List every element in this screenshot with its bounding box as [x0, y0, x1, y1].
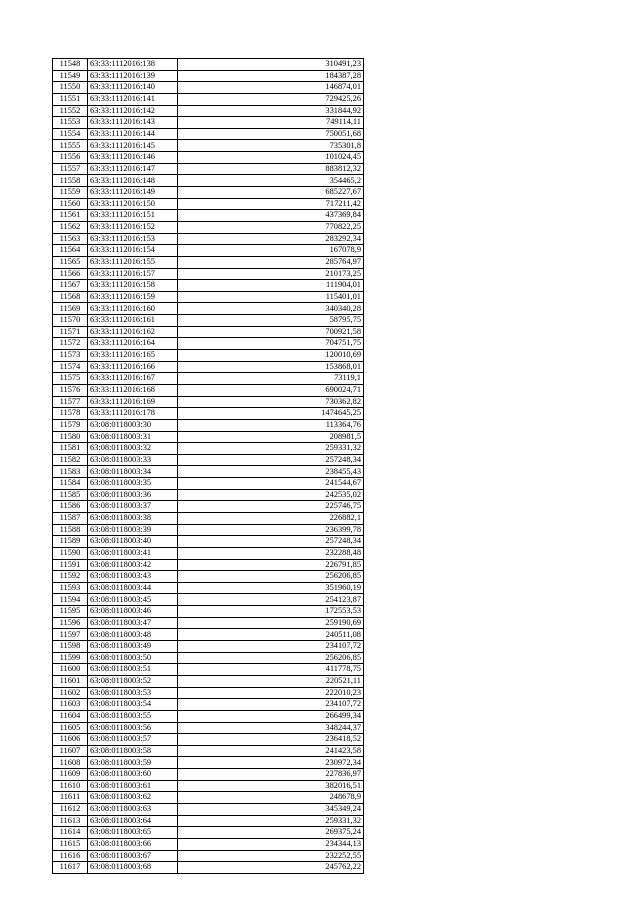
table-row [53, 152, 364, 164]
row-number-cell: 11612 [53, 804, 88, 816]
row-number-cell: 11555 [53, 140, 88, 152]
table-row [53, 70, 364, 82]
cadastral-number-cell: 63:08:0118003:39 [88, 524, 178, 536]
row-number-cell: 11602 [53, 687, 88, 699]
row-number-cell: 11558 [53, 175, 88, 187]
cadastral-value-cell: 222010,23 [178, 687, 364, 699]
row-number-cell: 11606 [53, 734, 88, 746]
table-row [53, 315, 364, 327]
table-row [53, 792, 364, 804]
row-number-cell: 11573 [53, 350, 88, 362]
row-number-cell: 11603 [53, 699, 88, 711]
row-number-cell: 11551 [53, 93, 88, 105]
cadastral-value-cell: 167078,9 [178, 245, 364, 257]
row-number-cell: 11583 [53, 466, 88, 478]
cadastral-number-cell: 63:33:1112016:148 [88, 175, 178, 187]
row-number-cell: 11597 [53, 629, 88, 641]
cadastral-value-cell: 242535,02 [178, 489, 364, 501]
row-number-cell: 11578 [53, 408, 88, 420]
table-row [53, 128, 364, 140]
row-number-cell: 11566 [53, 268, 88, 280]
cadastral-number-cell: 63:33:1112016:145 [88, 140, 178, 152]
table-row [53, 268, 364, 280]
cadastral-number-cell: 63:33:1112016:149 [88, 187, 178, 199]
cadastral-value-cell: 354465,2 [178, 175, 364, 187]
table-row [53, 512, 364, 524]
cadastral-value-cell: 690024,71 [178, 384, 364, 396]
cadastral-number-cell: 63:08:0118003:45 [88, 594, 178, 606]
row-number-cell: 11589 [53, 536, 88, 548]
cadastral-number-cell: 63:08:0118003:50 [88, 652, 178, 664]
row-number-cell: 11585 [53, 489, 88, 501]
table-row [53, 606, 364, 618]
cadastral-value-cell: 240511,08 [178, 629, 364, 641]
cadastral-number-cell: 63:08:0118003:30 [88, 419, 178, 431]
row-number-cell: 11586 [53, 501, 88, 513]
table-row [53, 652, 364, 664]
row-number-cell: 11616 [53, 850, 88, 862]
row-number-cell: 11567 [53, 280, 88, 292]
table-row [53, 210, 364, 222]
cadastral-value-cell: 310491,23 [178, 59, 364, 71]
cadastral-value-cell: 704751,75 [178, 338, 364, 350]
cadastral-number-cell: 63:33:1112016:162 [88, 326, 178, 338]
cadastral-number-cell: 63:08:0118003:44 [88, 582, 178, 594]
table-row [53, 815, 364, 827]
cadastral-value-cell: 750051,68 [178, 128, 364, 140]
table-row [53, 536, 364, 548]
cadastral-number-cell: 63:33:1112016:166 [88, 361, 178, 373]
table-row [53, 734, 364, 746]
row-number-cell: 11549 [53, 70, 88, 82]
cadastral-number-cell: 63:33:1112016:141 [88, 93, 178, 105]
table-row [53, 617, 364, 629]
row-number-cell: 11548 [53, 59, 88, 71]
row-number-cell: 11581 [53, 443, 88, 455]
cadastral-value-cell: 153868,01 [178, 361, 364, 373]
cadastral-number-cell: 63:08:0118003:47 [88, 617, 178, 629]
table-row [53, 105, 364, 117]
row-number-cell: 11595 [53, 606, 88, 618]
cadastral-value-cell: 220521,11 [178, 675, 364, 687]
cadastral-value-cell: 113364,76 [178, 419, 364, 431]
cadastral-value-cell: 266499,34 [178, 710, 364, 722]
table-row [53, 338, 364, 350]
cadastral-value-cell: 227836,97 [178, 769, 364, 781]
cadastral-number-cell: 63:08:0118003:37 [88, 501, 178, 513]
cadastral-value-cell: 58795,75 [178, 315, 364, 327]
cadastral-number-cell: 63:33:1112016:169 [88, 396, 178, 408]
row-number-cell: 11563 [53, 233, 88, 245]
cadastral-value-cell: 770822,25 [178, 221, 364, 233]
table-row [53, 687, 364, 699]
row-number-cell: 11564 [53, 245, 88, 257]
row-number-cell: 11607 [53, 745, 88, 757]
row-number-cell: 11614 [53, 827, 88, 839]
cadastral-value-cell: 735301,8 [178, 140, 364, 152]
cadastral-number-cell: 63:33:1112016:152 [88, 221, 178, 233]
table-row [53, 838, 364, 850]
table-row [53, 59, 364, 71]
cadastral-value-cell: 345349,24 [178, 804, 364, 816]
table-row [53, 233, 364, 245]
table-row [53, 489, 364, 501]
cadastral-number-cell: 63:33:1112016:139 [88, 70, 178, 82]
table-row [53, 501, 364, 513]
row-number-cell: 11596 [53, 617, 88, 629]
row-number-cell: 11557 [53, 163, 88, 175]
table-row [53, 641, 364, 653]
row-number-cell: 11600 [53, 664, 88, 676]
cadastral-number-cell: 63:08:0118003:35 [88, 478, 178, 490]
table-row [53, 745, 364, 757]
table-row [53, 82, 364, 94]
table-row [53, 198, 364, 210]
row-number-cell: 11565 [53, 256, 88, 268]
row-number-cell: 11604 [53, 710, 88, 722]
cadastral-number-cell: 63:08:0118003:68 [88, 862, 178, 874]
cadastral-number-cell: 63:08:0118003:62 [88, 792, 178, 804]
cadastral-number-cell: 63:08:0118003:53 [88, 687, 178, 699]
row-number-cell: 11599 [53, 652, 88, 664]
cadastral-number-cell: 63:08:0118003:46 [88, 606, 178, 618]
table-row [53, 280, 364, 292]
row-number-cell: 11553 [53, 117, 88, 129]
cadastral-value-cell: 254123,87 [178, 594, 364, 606]
table-row [53, 780, 364, 792]
cadastral-number-cell: 63:08:0118003:41 [88, 547, 178, 559]
row-number-cell: 11610 [53, 780, 88, 792]
row-number-cell: 11611 [53, 792, 88, 804]
row-number-cell: 11601 [53, 675, 88, 687]
cadastral-number-cell: 63:33:1112016:151 [88, 210, 178, 222]
cadastral-number-cell: 63:33:1112016:138 [88, 59, 178, 71]
row-number-cell: 11598 [53, 641, 88, 653]
row-number-cell: 11575 [53, 373, 88, 385]
row-number-cell: 11576 [53, 384, 88, 396]
cadastral-number-cell: 63:08:0118003:34 [88, 466, 178, 478]
cadastral-value-cell: 437369,84 [178, 210, 364, 222]
cadastral-value-cell: 700921,58 [178, 326, 364, 338]
row-number-cell: 11560 [53, 198, 88, 210]
table-row [53, 571, 364, 583]
cadastral-value-cell: 256206,85 [178, 652, 364, 664]
cadastral-number-cell: 63:08:0118003:56 [88, 722, 178, 734]
cadastral-value-cell: 1474645,25 [178, 408, 364, 420]
cadastral-value-cell: 283292,34 [178, 233, 364, 245]
row-number-cell: 11617 [53, 862, 88, 874]
row-number-cell: 11570 [53, 315, 88, 327]
cadastral-value-cell: 340340,28 [178, 303, 364, 315]
cadastral-number-cell: 63:33:1112016:160 [88, 303, 178, 315]
table-row [53, 769, 364, 781]
table-row [53, 722, 364, 734]
cadastral-number-cell: 63:33:1112016:154 [88, 245, 178, 257]
row-number-cell: 11571 [53, 326, 88, 338]
cadastral-value-cell: 225746,75 [178, 501, 364, 513]
cadastral-number-cell: 63:33:1112016:168 [88, 384, 178, 396]
cadastral-value-cell: 257248,34 [178, 536, 364, 548]
row-number-cell: 11559 [53, 187, 88, 199]
table-row [53, 256, 364, 268]
cadastral-number-cell: 63:33:1112016:159 [88, 291, 178, 303]
table-row [53, 117, 364, 129]
table-row [53, 350, 364, 362]
cadastral-number-cell: 63:08:0118003:38 [88, 512, 178, 524]
cadastral-value-cell: 348244,37 [178, 722, 364, 734]
table-row [53, 827, 364, 839]
cadastral-value-cell: 241423,58 [178, 745, 364, 757]
cadastral-value-cell: 241544,67 [178, 478, 364, 490]
cadastral-number-cell: 63:33:1112016:143 [88, 117, 178, 129]
row-number-cell: 11554 [53, 128, 88, 140]
table-row [53, 163, 364, 175]
cadastral-value-cell: 120010,69 [178, 350, 364, 362]
cadastral-value-cell: 269375,24 [178, 827, 364, 839]
cadastral-number-cell: 63:08:0118003:66 [88, 838, 178, 850]
table-row [53, 850, 364, 862]
row-number-cell: 11588 [53, 524, 88, 536]
cadastral-number-cell: 63:08:0118003:52 [88, 675, 178, 687]
cadastral-value-cell: 73119,1 [178, 373, 364, 385]
table-row [53, 804, 364, 816]
cadastral-number-cell: 63:33:1112016:158 [88, 280, 178, 292]
table-row [53, 454, 364, 466]
cadastral-value-cell: 245762,22 [178, 862, 364, 874]
cadastral-number-cell: 63:33:1112016:157 [88, 268, 178, 280]
row-number-cell: 11577 [53, 396, 88, 408]
row-number-cell: 11572 [53, 338, 88, 350]
cadastral-number-cell: 63:08:0118003:40 [88, 536, 178, 548]
cadastral-value-cell: 259331,32 [178, 815, 364, 827]
cadastral-value-cell: 208981,5 [178, 431, 364, 443]
cadastral-value-cell: 146874,01 [178, 82, 364, 94]
cadastral-value-cell: 234107,72 [178, 699, 364, 711]
table-row [53, 396, 364, 408]
cadastral-number-cell: 63:08:0118003:43 [88, 571, 178, 583]
row-number-cell: 11590 [53, 547, 88, 559]
cadastral-value-cell: 234344,13 [178, 838, 364, 850]
cadastral-number-cell: 63:08:0118003:65 [88, 827, 178, 839]
table-row [53, 303, 364, 315]
table-row [53, 675, 364, 687]
table-row [53, 664, 364, 676]
row-number-cell: 11584 [53, 478, 88, 490]
cadastral-value-cell: 101024,45 [178, 152, 364, 164]
table-row [53, 582, 364, 594]
cadastral-number-cell: 63:33:1112016:164 [88, 338, 178, 350]
cadastral-number-cell: 63:08:0118003:67 [88, 850, 178, 862]
table-row [53, 245, 364, 257]
cadastral-number-cell: 63:08:0118003:60 [88, 769, 178, 781]
table-row [53, 361, 364, 373]
row-number-cell: 11562 [53, 221, 88, 233]
cadastral-value-cell: 111904,01 [178, 280, 364, 292]
row-number-cell: 11615 [53, 838, 88, 850]
row-number-cell: 11613 [53, 815, 88, 827]
row-number-cell: 11556 [53, 152, 88, 164]
table-row [53, 419, 364, 431]
table-row [53, 326, 364, 338]
row-number-cell: 11608 [53, 757, 88, 769]
table-row [53, 187, 364, 199]
cadastral-number-cell: 63:08:0118003:36 [88, 489, 178, 501]
cadastral-number-cell: 63:08:0118003:63 [88, 804, 178, 816]
cadastral-value-cell: 730362,82 [178, 396, 364, 408]
cadastral-number-cell: 63:33:1112016:153 [88, 233, 178, 245]
cadastral-value-cell: 285764,97 [178, 256, 364, 268]
table-row [53, 629, 364, 641]
cadastral-value-cell: 226791,85 [178, 559, 364, 571]
table-row [53, 547, 364, 559]
table-row [53, 408, 364, 420]
cadastral-value-cell: 883812,32 [178, 163, 364, 175]
table-body [53, 59, 364, 874]
row-number-cell: 11552 [53, 105, 88, 117]
cadastral-value-cell: 331844,92 [178, 105, 364, 117]
cadastral-value-cell: 238455,43 [178, 466, 364, 478]
cadastral-number-cell: 63:33:1112016:178 [88, 408, 178, 420]
cadastral-value-cell: 115401,01 [178, 291, 364, 303]
cadastral-number-cell: 63:33:1112016:167 [88, 373, 178, 385]
table-row [53, 373, 364, 385]
table-row [53, 699, 364, 711]
row-number-cell: 11593 [53, 582, 88, 594]
row-number-cell: 11568 [53, 291, 88, 303]
table-row [53, 175, 364, 187]
row-number-cell: 11580 [53, 431, 88, 443]
table-row [53, 478, 364, 490]
cadastral-value-cell: 685227,67 [178, 187, 364, 199]
cadastral-value-cell: 248678,9 [178, 792, 364, 804]
table-row [53, 93, 364, 105]
cadastral-value-cell: 230972,34 [178, 757, 364, 769]
table-row [53, 594, 364, 606]
cadastral-value-cell: 411778,75 [178, 664, 364, 676]
cadastral-number-cell: 63:08:0118003:59 [88, 757, 178, 769]
table-row [53, 291, 364, 303]
cadastral-number-cell: 63:08:0118003:49 [88, 641, 178, 653]
cadastral-number-cell: 63:08:0118003:48 [88, 629, 178, 641]
table-row [53, 384, 364, 396]
row-number-cell: 11574 [53, 361, 88, 373]
table-row [53, 431, 364, 443]
cadastral-number-cell: 63:33:1112016:161 [88, 315, 178, 327]
cadastral-value-cell: 717211,42 [178, 198, 364, 210]
cadastral-number-cell: 63:08:0118003:55 [88, 710, 178, 722]
cadastral-value-cell: 382016,51 [178, 780, 364, 792]
cadastral-value-cell: 226882,1 [178, 512, 364, 524]
cadastral-number-cell: 63:08:0118003:64 [88, 815, 178, 827]
cadastral-value-cell: 259331,32 [178, 443, 364, 455]
cadastral-value-cell: 236399,78 [178, 524, 364, 536]
cadastral-number-cell: 63:08:0118003:61 [88, 780, 178, 792]
table-row [53, 757, 364, 769]
cadastral-value-cell: 259190,69 [178, 617, 364, 629]
row-number-cell: 11550 [53, 82, 88, 94]
cadastral-number-cell: 63:08:0118003:54 [88, 699, 178, 711]
row-number-cell: 11561 [53, 210, 88, 222]
cadastral-number-cell: 63:08:0118003:51 [88, 664, 178, 676]
cadastral-value-cell: 232288,48 [178, 547, 364, 559]
row-number-cell: 11609 [53, 769, 88, 781]
row-number-cell: 11569 [53, 303, 88, 315]
row-number-cell: 11582 [53, 454, 88, 466]
row-number-cell: 11591 [53, 559, 88, 571]
cadastral-value-table [52, 58, 364, 874]
table-row [53, 524, 364, 536]
table-row [53, 443, 364, 455]
cadastral-number-cell: 63:33:1112016:150 [88, 198, 178, 210]
table-row [53, 466, 364, 478]
row-number-cell: 11594 [53, 594, 88, 606]
table-row [53, 862, 364, 874]
table-row [53, 140, 364, 152]
cadastral-number-cell: 63:33:1112016:140 [88, 82, 178, 94]
table-row [53, 559, 364, 571]
cadastral-value-cell: 236418,52 [178, 734, 364, 746]
row-number-cell: 11587 [53, 512, 88, 524]
cadastral-value-cell: 234107,72 [178, 641, 364, 653]
cadastral-number-cell: 63:08:0118003:57 [88, 734, 178, 746]
cadastral-value-cell: 184387,28 [178, 70, 364, 82]
cadastral-number-cell: 63:33:1112016:147 [88, 163, 178, 175]
cadastral-number-cell: 63:08:0118003:42 [88, 559, 178, 571]
cadastral-number-cell: 63:33:1112016:142 [88, 105, 178, 117]
row-number-cell: 11579 [53, 419, 88, 431]
row-number-cell: 11592 [53, 571, 88, 583]
cadastral-value-cell: 257248,34 [178, 454, 364, 466]
cadastral-number-cell: 63:08:0118003:31 [88, 431, 178, 443]
cadastral-value-cell: 232252,55 [178, 850, 364, 862]
cadastral-number-cell: 63:08:0118003:32 [88, 443, 178, 455]
row-number-cell: 11605 [53, 722, 88, 734]
cadastral-value-cell: 749114,11 [178, 117, 364, 129]
cadastral-value-cell: 351960,19 [178, 582, 364, 594]
cadastral-number-cell: 63:33:1112016:144 [88, 128, 178, 140]
cadastral-number-cell: 63:08:0118003:58 [88, 745, 178, 757]
cadastral-value-cell: 256206,85 [178, 571, 364, 583]
table-row [53, 710, 364, 722]
cadastral-number-cell: 63:33:1112016:155 [88, 256, 178, 268]
cadastral-value-cell: 210173,25 [178, 268, 364, 280]
cadastral-number-cell: 63:08:0118003:33 [88, 454, 178, 466]
table-row [53, 221, 364, 233]
cadastral-number-cell: 63:33:1112016:165 [88, 350, 178, 362]
cadastral-number-cell: 63:33:1112016:146 [88, 152, 178, 164]
cadastral-value-cell: 729425,26 [178, 93, 364, 105]
cadastral-value-cell: 172553,53 [178, 606, 364, 618]
